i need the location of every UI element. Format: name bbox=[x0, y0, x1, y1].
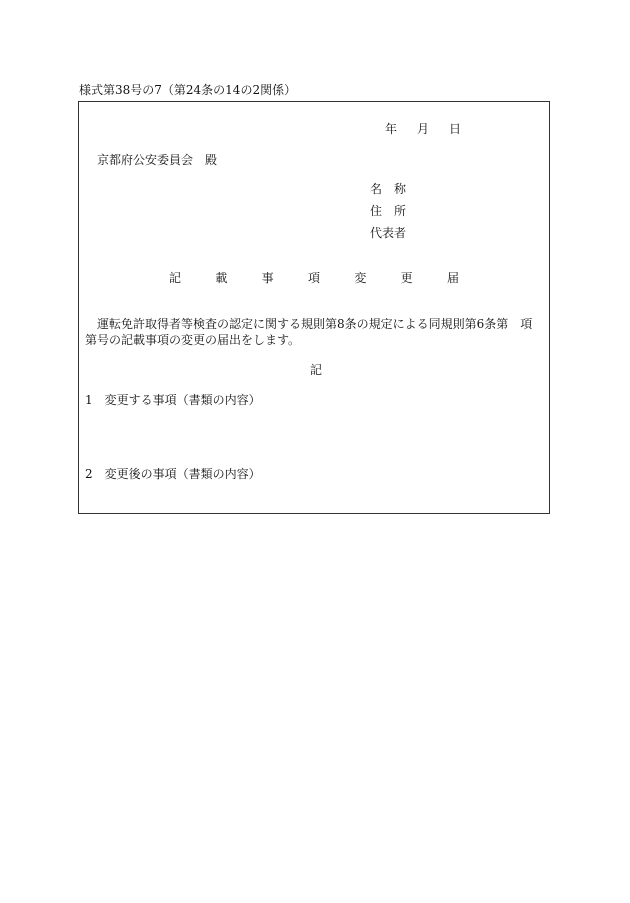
title-char: 変 bbox=[354, 271, 367, 285]
date-year-label: 年 bbox=[385, 122, 398, 136]
form-box bbox=[78, 101, 550, 514]
date-month-label: 月 bbox=[416, 122, 429, 136]
applicant-address-label: 住 所 bbox=[370, 204, 407, 218]
body-paragraph: 運転免許取得者等検査の認定に関する規則第8条の規定による同規則第6条第 項第号の記載事項の変更の届出をします。 bbox=[85, 317, 533, 347]
form-number: 様式第38号の7（第24条の14の2関係） bbox=[79, 83, 297, 97]
title-char: 更 bbox=[400, 271, 413, 285]
title-char: 届 bbox=[446, 271, 459, 285]
applicant-representative-label: 代表者 bbox=[370, 226, 407, 240]
date-day-label: 日 bbox=[448, 122, 461, 136]
title-char: 項 bbox=[307, 271, 320, 285]
item-1-label: 変更する事項（書類の内容） bbox=[104, 393, 261, 407]
date-line bbox=[385, 123, 461, 135]
title-char: 載 bbox=[215, 271, 228, 285]
addressee-name: 京都府公安委員会 bbox=[97, 153, 194, 167]
addressee-honorific: 殿 bbox=[205, 153, 218, 167]
item-1-number: 1 bbox=[85, 393, 93, 407]
item-2-number: 2 bbox=[85, 467, 93, 481]
document-title bbox=[169, 272, 459, 284]
item-2 bbox=[85, 468, 261, 480]
item-1 bbox=[85, 394, 261, 406]
applicant-labels bbox=[370, 182, 406, 248]
applicant-name-label: 名 称 bbox=[370, 182, 407, 196]
title-char: 事 bbox=[261, 271, 274, 285]
addressee bbox=[97, 154, 217, 166]
ki-heading: 記 bbox=[310, 363, 323, 377]
item-2-label: 変更後の事項（書類の内容） bbox=[104, 467, 261, 481]
title-char: 記 bbox=[169, 271, 182, 285]
